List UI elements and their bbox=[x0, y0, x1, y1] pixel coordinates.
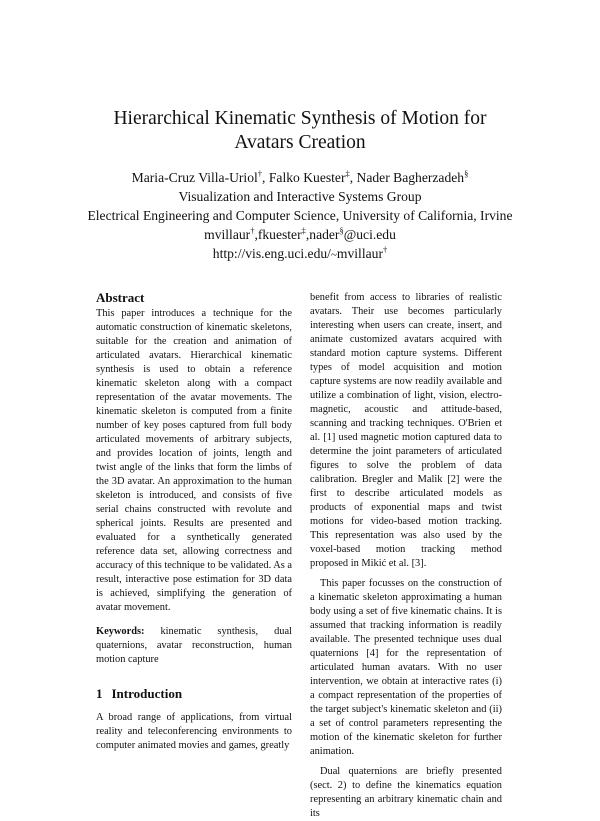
author-emails bbox=[40, 225, 560, 244]
url-tilde: ~ bbox=[330, 249, 337, 261]
affiliation-mark: ‡ bbox=[345, 168, 350, 179]
author-name: Nader Bagherzadeh bbox=[356, 170, 465, 185]
affiliation-mark: † bbox=[257, 168, 263, 179]
abstract-heading: Abstract bbox=[96, 290, 145, 305]
url-user: mvillaur bbox=[336, 246, 383, 261]
section-heading-introduction bbox=[96, 686, 292, 702]
author-separator: , bbox=[262, 170, 269, 185]
author-url[interactable] bbox=[40, 244, 560, 265]
abstract-text: This paper introduces a technique for the automatic construction of kinematic skeletons, suitable for the creation and animation of articulated avatars. Hierarchical kinematic synthesis is used to obtain a reference kinematic skeleton along with a compact representation of the avatar movements. The kinematic skeleton is computed from a finite number of key poses captured from full body articulated movements of arbitrary subjects, and provides location of joints, length and twist angle of the links that form the limbs of the 3D avatar. An approximation to the human skeleton is introduced, and consists of five serial chains constructed with revolute and spherical joints. Results are presented and evaluated for a synthetically generated reference data set, allowing correctness and accuracy of this technique to be validated. As a result, interactive pose estimation for 3D data is achieved, simplifying the generation of avatar movement. bbox=[96, 308, 292, 613]
author-name: Falko Kuester bbox=[268, 170, 346, 185]
intro-paragraph-1: A broad range of applications, from virtual reality and teleconferencing environments to computer animated movies and games, greatly bbox=[96, 712, 292, 751]
left-column bbox=[96, 290, 292, 753]
keywords-label: Keywords: bbox=[96, 626, 145, 637]
author-names bbox=[40, 168, 560, 187]
section-number: 1 bbox=[96, 686, 103, 701]
body-paragraph-2: This paper focusses on the construction of a kinematic skeleton approximating a human body using a set of five kinematic chains. It is assumed that tracking information is readily available. The presented technique uses dual quaternions [4] for the representation of articulated human avatars. With no user intervention, we obtain at interactive rates (i) a compact representation of the properties of the target subject's kinematic skeleton and (ii) a set of control parameters representing the motion of the kinematic skeleton for further animation. bbox=[310, 578, 502, 757]
url-prefix: http://vis.eng.uci.edu/ bbox=[212, 246, 331, 261]
section-title: Introduction bbox=[111, 686, 183, 701]
email-user: mvillaur bbox=[204, 227, 251, 242]
keywords bbox=[96, 625, 292, 667]
title-line-2: Avatars Creation bbox=[234, 132, 366, 153]
affiliation-mark: § bbox=[464, 168, 469, 179]
email-user: ,fkuester bbox=[254, 227, 302, 242]
author-group: Visualization and Interactive Systems Group bbox=[178, 189, 422, 204]
email-domain: @uci.edu bbox=[343, 227, 396, 242]
author-block bbox=[40, 168, 560, 265]
title-line-1: Hierarchical Kinematic Synthesis of Motion for bbox=[113, 108, 487, 129]
author-separator: , bbox=[349, 170, 357, 185]
right-column bbox=[310, 291, 502, 821]
body-paragraph-3: Dual quaternions are briefly presented (sect. 2) to define the kinematics equation representing an arbitrary kinematic chain and its bbox=[310, 766, 502, 819]
affiliation-mark: † bbox=[382, 244, 388, 255]
paper-title bbox=[60, 107, 540, 155]
affiliation-mark: § bbox=[339, 225, 344, 236]
affiliation-mark: ‡ bbox=[301, 225, 306, 236]
author-department: Electrical Engineering and Computer Science, University of California, Irvine bbox=[87, 208, 513, 223]
affiliation-mark: † bbox=[250, 225, 255, 236]
keywords-text: kinematic synthesis, dual quaternions, avatar reconstruction, human motion capture bbox=[96, 626, 292, 665]
author-name: Maria-Cruz Villa-Uriol bbox=[131, 170, 258, 185]
body-paragraph-1: benefit from access to libraries of realistic avatars. Their use becomes particularly interesting when users can create, insert, and animate customized avatars acquired with standard motion capture systems. Different types of model acquisition and motion capture systems are now readily available and utilize a combination of light, vision, electro-magnetic, acoustic and attitude-based, scanning and tracking techniques. O'Brien et al. [1] used magnetic motion captured data to determine the joint parameters of articulated figures to solve the problem of data calibration. Bregler and Malik [2] were the first to describe articulated models as products of exponential maps and twist motions for video-based motion tracking. This representation was also used by the voxel-based motion tracking method proposed in Mikić et al. [3]. bbox=[310, 292, 502, 569]
email-user: ,nader bbox=[305, 227, 340, 242]
